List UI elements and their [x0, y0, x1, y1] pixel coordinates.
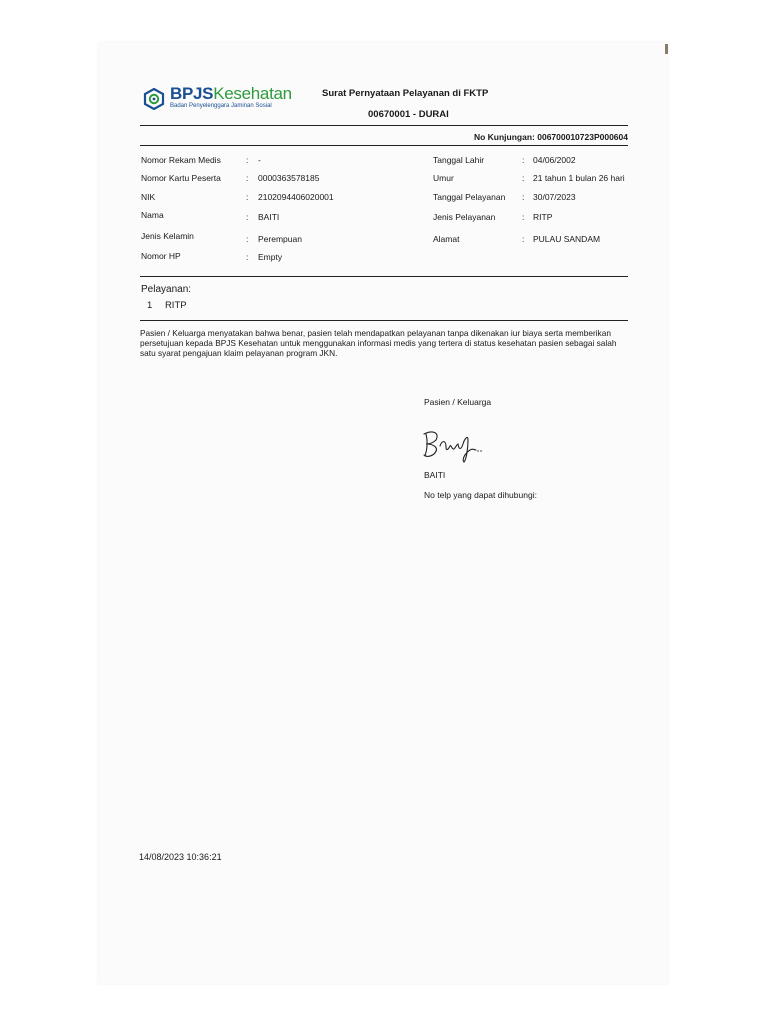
colon: :	[246, 192, 249, 202]
colon: :	[522, 155, 525, 165]
value-rekam-medis: -	[258, 155, 261, 165]
logo-brand: BPJS	[170, 84, 214, 103]
value-nama: BAITI	[258, 212, 280, 222]
label-nomor-hp: Nomor HP	[141, 251, 181, 261]
colon: :	[246, 212, 249, 222]
label-kartu-peserta: Nomor Kartu Peserta	[141, 173, 221, 183]
service-name: RITP	[164, 300, 187, 311]
value-jenis-kelamin: Perempuan	[258, 234, 302, 244]
bpjs-logo-icon	[143, 88, 165, 110]
print-timestamp: 14/08/2023 10:36:21	[139, 852, 222, 862]
colon: :	[246, 252, 249, 262]
header-divider	[140, 125, 628, 126]
services-divider	[140, 320, 628, 321]
info-divider-bottom	[140, 276, 628, 277]
document-sheet	[98, 42, 668, 984]
visit-number: No Kunjungan: 006700010723P000604	[473, 132, 628, 142]
contact-phone-label: No telp yang dapat dihubungi:	[424, 490, 537, 500]
colon: :	[246, 234, 249, 244]
value-tanggal-lahir: 04/06/2002	[533, 155, 576, 165]
service-item	[147, 300, 187, 311]
logo-name: Kesehatan	[213, 84, 292, 103]
value-tanggal-pelayanan: 30/07/2023	[533, 192, 576, 202]
signer-name: BAITI	[424, 470, 446, 480]
label-tanggal-lahir: Tanggal Lahir	[433, 155, 485, 165]
value-jenis-pelayanan: RITP	[533, 212, 553, 222]
logo-wordmark	[170, 84, 292, 104]
value-nomor-hp: Empty	[258, 252, 283, 262]
paper-edge-mark	[665, 44, 668, 54]
handwritten-signature	[418, 420, 484, 464]
value-alamat: PULAU SANDAM	[533, 234, 601, 244]
label-jenis-kelamin: Jenis Kelamin	[141, 231, 194, 241]
value-umur: 21 tahun 1 bulan 26 hari	[533, 173, 625, 183]
colon: :	[522, 234, 525, 244]
document-title: Surat Pernyataan Pelayanan di FKTP	[322, 88, 489, 99]
label-nik: NIK	[141, 192, 156, 202]
services-title: Pelayanan:	[141, 284, 192, 295]
label-umur: Umur	[433, 173, 454, 183]
document-code: 00670001 - DURAI	[368, 109, 449, 120]
colon: :	[246, 155, 249, 165]
consent-statement: Pasien / Keluarga menyatakan bahwa benar, pasien telah mendapatkan pelayanan tanpa dikenakan iur biaya serta memberikan persetujuan kepada BPJS Kesehatan untuk menggunakan informasi medis yang tertera di status kesehatan pasien sebagai salah satu syarat pengajuan klaim pelayanan program JKN.	[140, 328, 617, 358]
label-tanggal-pelayanan: Tanggal Pelayanan	[433, 192, 506, 202]
colon: :	[522, 173, 525, 183]
label-jenis-pelayanan: Jenis Pelayanan	[433, 212, 496, 222]
label-alamat: Alamat	[433, 234, 460, 244]
colon: :	[246, 173, 249, 183]
label-rekam-medis: Nomor Rekam Medis	[141, 155, 221, 165]
logo-subtitle: Badan Penyelenggara Jaminan Sosial	[170, 103, 272, 109]
value-kartu-peserta: 0000363578185	[258, 173, 320, 183]
colon: :	[522, 212, 525, 222]
service-number: 1	[147, 300, 153, 311]
label-nama: Nama	[141, 210, 164, 220]
signature-label: Pasien / Keluarga	[424, 397, 492, 407]
value-nik: 2102094406020001	[258, 192, 334, 202]
colon: :	[522, 192, 525, 202]
info-divider-top	[140, 145, 628, 146]
